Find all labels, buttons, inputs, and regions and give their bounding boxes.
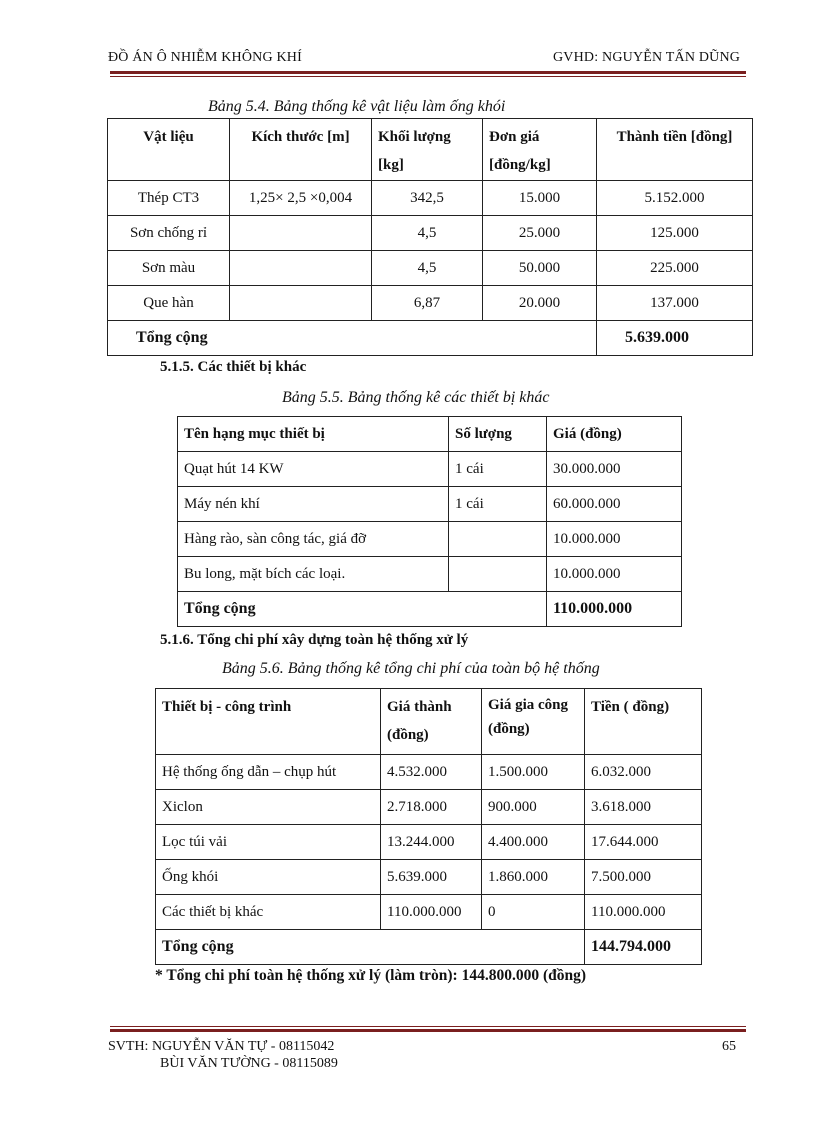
table-cell: 342,5 bbox=[372, 181, 483, 216]
footer-author-2: BÙI VĂN TƯỜNG - 08115089 bbox=[160, 1056, 338, 1071]
table-cell: 1 cái bbox=[449, 452, 547, 487]
table-cell: 6.032.000 bbox=[585, 755, 702, 790]
table-row bbox=[156, 860, 702, 895]
col-header: Tên hạng mục thiết bị bbox=[178, 417, 449, 452]
table-cell: 110.000.000 bbox=[381, 895, 482, 930]
total-value: 110.000.000 bbox=[547, 592, 682, 627]
table-row bbox=[178, 452, 682, 487]
table-cell: 225.000 bbox=[597, 251, 753, 286]
col-header: Thiết bị - công trình bbox=[156, 689, 381, 755]
col-header: Giá gia công (đồng) bbox=[482, 689, 585, 755]
equipment-table bbox=[177, 416, 682, 627]
table-cell: 60.000.000 bbox=[547, 487, 682, 522]
table-header-row bbox=[108, 119, 753, 181]
table-cell: 50.000 bbox=[483, 251, 597, 286]
table-cell bbox=[230, 251, 372, 286]
table-row bbox=[108, 216, 753, 251]
table-cell: Máy nén khí bbox=[178, 487, 449, 522]
header-rule-thin bbox=[110, 76, 746, 77]
table-cell: 125.000 bbox=[597, 216, 753, 251]
table-cell: 13.244.000 bbox=[381, 825, 482, 860]
table-cell bbox=[230, 286, 372, 321]
table-cell: 900.000 bbox=[482, 790, 585, 825]
table-cell: Quạt hút 14 KW bbox=[178, 452, 449, 487]
col-header: Đơn giá [đồng/kg] bbox=[483, 119, 597, 181]
table-cell: 30.000.000 bbox=[547, 452, 682, 487]
table-row bbox=[156, 790, 702, 825]
table-cell: 6,87 bbox=[372, 286, 483, 321]
table-row bbox=[156, 825, 702, 860]
table-cell: 4,5 bbox=[372, 216, 483, 251]
table-cell: 1.500.000 bbox=[482, 755, 585, 790]
table-cell: 25.000 bbox=[483, 216, 597, 251]
col-header: Kích thước [m] bbox=[230, 119, 372, 181]
section-heading-516: 5.1.6. Tổng chi phí xây dựng toàn hệ thống xử lý bbox=[160, 632, 469, 648]
table-cell: 4.532.000 bbox=[381, 755, 482, 790]
table-cell: 110.000.000 bbox=[585, 895, 702, 930]
table-cell: 17.644.000 bbox=[585, 825, 702, 860]
table-cell: 2.718.000 bbox=[381, 790, 482, 825]
table-row bbox=[108, 286, 753, 321]
footer-author-1: SVTH: NGUYỄN VĂN TỰ - 08115042 bbox=[108, 1039, 335, 1054]
table-cell: Lọc túi vải bbox=[156, 825, 381, 860]
table-cell: 137.000 bbox=[597, 286, 753, 321]
table56-caption: Bảng 5.6. Bảng thống kê tổng chi phí của toàn bộ hệ thống bbox=[222, 660, 600, 677]
table-cell: Bu long, mặt bích các loại. bbox=[178, 557, 449, 592]
table55-caption: Bảng 5.5. Bảng thống kê các thiết bị khác bbox=[282, 389, 550, 406]
col-header: Tiền ( đồng) bbox=[585, 689, 702, 755]
table-cell: Sơn màu bbox=[108, 251, 230, 286]
total-label: Tổng cộng bbox=[156, 930, 585, 965]
table-cell: 10.000.000 bbox=[547, 557, 682, 592]
table-cell: 4.400.000 bbox=[482, 825, 585, 860]
col-header: Giá (đồng) bbox=[547, 417, 682, 452]
header-rule-thick bbox=[110, 71, 746, 74]
total-label: Tổng cộng bbox=[178, 592, 547, 627]
table-cell bbox=[449, 522, 547, 557]
table-cell: 1.860.000 bbox=[482, 860, 585, 895]
table-cell: 15.000 bbox=[483, 181, 597, 216]
materials-table bbox=[107, 118, 753, 356]
total-label: Tổng cộng bbox=[108, 321, 597, 356]
total-value: 144.794.000 bbox=[585, 930, 702, 965]
table-cell: Que hàn bbox=[108, 286, 230, 321]
header-supervisor: GVHD: NGUYỄN TẤN DŨNG bbox=[553, 50, 741, 65]
col-header: Giá thành (đồng) bbox=[381, 689, 482, 755]
table-row bbox=[156, 755, 702, 790]
table-row bbox=[178, 487, 682, 522]
col-header: Khối lượng [kg] bbox=[372, 119, 483, 181]
table-row bbox=[178, 522, 682, 557]
section-heading-515: 5.1.5. Các thiết bị khác bbox=[160, 359, 307, 375]
table-row bbox=[108, 181, 753, 216]
total-row bbox=[156, 930, 702, 965]
table-header-row bbox=[178, 417, 682, 452]
table-cell: 5.639.000 bbox=[381, 860, 482, 895]
header-document-title: ĐỒ ÁN Ô NHIỄM KHÔNG KHÍ bbox=[108, 50, 302, 65]
table-cell: Hệ thống ống dẫn – chụp hút bbox=[156, 755, 381, 790]
footer-rule-thin bbox=[110, 1026, 746, 1027]
table-cell: 0 bbox=[482, 895, 585, 930]
table-cell: 1 cái bbox=[449, 487, 547, 522]
table-row bbox=[156, 895, 702, 930]
table-cell: 5.152.000 bbox=[597, 181, 753, 216]
col-header: Vật liệu bbox=[108, 119, 230, 181]
total-value: 5.639.000 bbox=[597, 321, 753, 356]
total-row bbox=[108, 321, 753, 356]
table-cell bbox=[230, 216, 372, 251]
col-header: Số lượng bbox=[449, 417, 547, 452]
footer-rule-thick bbox=[110, 1029, 746, 1032]
table-cell: 4,5 bbox=[372, 251, 483, 286]
total-cost-table bbox=[155, 688, 702, 965]
table-cell: Các thiết bị khác bbox=[156, 895, 381, 930]
table-cell: 3.618.000 bbox=[585, 790, 702, 825]
table-cell: Ống khói bbox=[156, 860, 381, 895]
table-cell: Xiclon bbox=[156, 790, 381, 825]
table-header-row bbox=[156, 689, 702, 755]
table54-caption: Bảng 5.4. Bảng thống kê vật liệu làm ống khói bbox=[208, 98, 506, 115]
table-cell: Sơn chống rỉ bbox=[108, 216, 230, 251]
table-cell: 20.000 bbox=[483, 286, 597, 321]
table-cell bbox=[449, 557, 547, 592]
table-cell: Thép CT3 bbox=[108, 181, 230, 216]
table-cell: Hàng rào, sàn công tác, giá đỡ bbox=[178, 522, 449, 557]
table-cell: 7.500.000 bbox=[585, 860, 702, 895]
page-number: 65 bbox=[722, 1039, 736, 1054]
total-row bbox=[178, 592, 682, 627]
table-cell: 10.000.000 bbox=[547, 522, 682, 557]
table-row bbox=[178, 557, 682, 592]
table-row bbox=[108, 251, 753, 286]
col-header: Thành tiền [đồng] bbox=[597, 119, 753, 181]
total-summary: * Tổng chi phí toàn hệ thống xử lý (làm tròn): 144.800.000 (đồng) bbox=[155, 967, 587, 984]
table-cell: 1,25× 2,5 ×0,004 bbox=[230, 181, 372, 216]
